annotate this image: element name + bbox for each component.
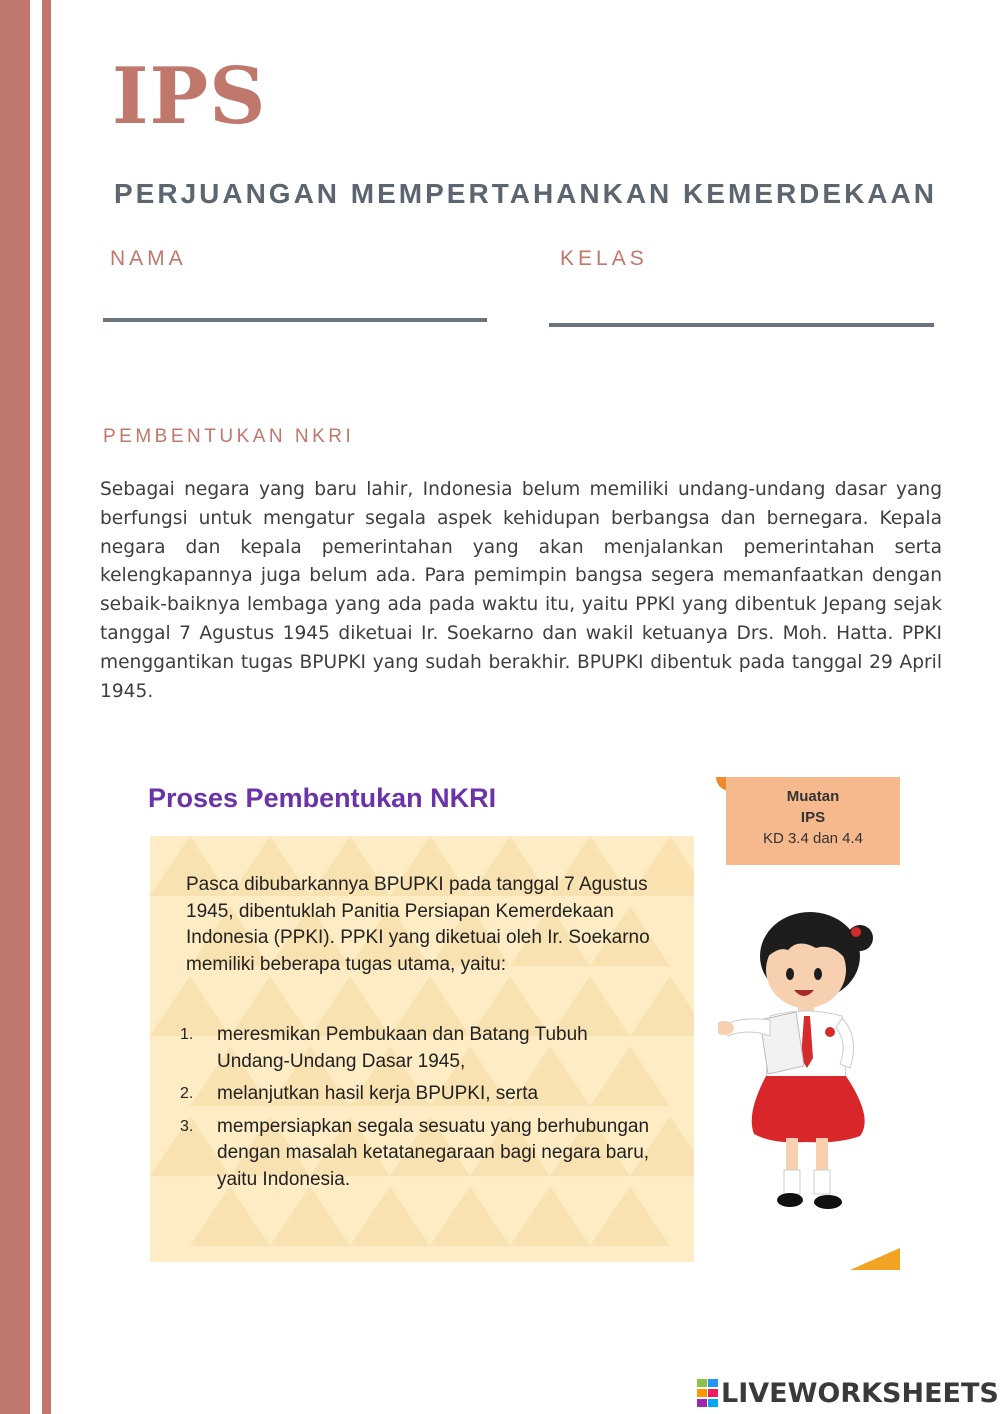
left-border-wide <box>0 0 30 1414</box>
left-border-thin <box>42 0 51 1414</box>
list-item-number: 3. <box>180 1117 194 1135</box>
book-title: Proses Pembentukan NKRI <box>148 783 497 813</box>
muatan-badge <box>726 777 900 865</box>
list-item-number: 1. <box>180 1026 194 1043</box>
name-label: NAMA <box>110 247 187 270</box>
student-girl-illustration <box>718 908 888 1228</box>
class-label: KELAS <box>560 247 648 270</box>
book-excerpt-box <box>150 836 694 1262</box>
section-heading: PEMBENTUKAN NKRI <box>103 426 355 447</box>
book-intro-text: Pasca dibubarkannya BPUPKI pada tanggal 7 Agustus 1945, dibentuklah Panitia Persiapan Kemerdekaan Indonesia (PPKI). PPKI yang diketuai oleh Ir. Soekarno memiliki beberapa tugas utama, yaitu: <box>186 874 650 975</box>
liveworksheets-logo-text: LIVEWORKSHEETS <box>721 1377 999 1409</box>
muatan-label: Muatan <box>786 788 840 805</box>
list-item-text: mempersiapkan segala sesuatu yang berhubungan dengan masalah ketatanegaraan bagi negara baru, yaitu Indonesia. <box>217 1115 650 1190</box>
page-title: IPS <box>112 51 267 142</box>
book-task-list <box>180 1022 660 1199</box>
name-input-line[interactable] <box>103 318 487 322</box>
corner-triangle-decoration <box>850 1248 900 1270</box>
list-item-number: 2. <box>180 1085 194 1102</box>
list-item <box>180 1114 660 1194</box>
list-item-text: meresmikan Pembukaan dan Batang Tubuh Undang-Undang Dasar 1945, <box>217 1024 588 1072</box>
list-item <box>180 1081 660 1108</box>
page-subtitle: PERJUANGAN MEMPERTAHANKAN KEMERDEKAAN <box>114 178 937 209</box>
liveworksheets-logo <box>697 1375 999 1411</box>
section-paragraph: Sebagai negara yang baru lahir, Indonesia belum memiliki undang-undang dasar yang berfungsi untuk mengatur segala aspek kehidupan berbangsa dan bernegara. Kepala negara dan kepala pemerintahan yang akan menjalankan pemerintahan serta kelengkapannya juga belum ada. Para pemimpin bangsa segera memanfaatkan dengan sebaik-baiknya lembaga yang ada pada waktu itu, yaitu PPKI yang dibentuk Jepang sejak tanggal 7 Agustus 1945 diketuai Ir. Soekarno dan wakil ketuanya Drs. Moh. Hatta. PPKI menggantikan tugas BPUPKI yang sudah berakhir. BPUPKI dibentuk pada tanggal 29 April 1945. <box>100 479 942 702</box>
muatan-subject: IPS <box>800 809 826 826</box>
muatan-kd: KD 3.4 dan 4.4 <box>762 830 864 847</box>
list-item <box>180 1022 660 1075</box>
class-input-line[interactable] <box>549 323 934 327</box>
liveworksheets-mark-icon <box>697 1379 719 1407</box>
list-item-text: melanjutkan hasil kerja BPUPKI, serta <box>217 1083 539 1104</box>
